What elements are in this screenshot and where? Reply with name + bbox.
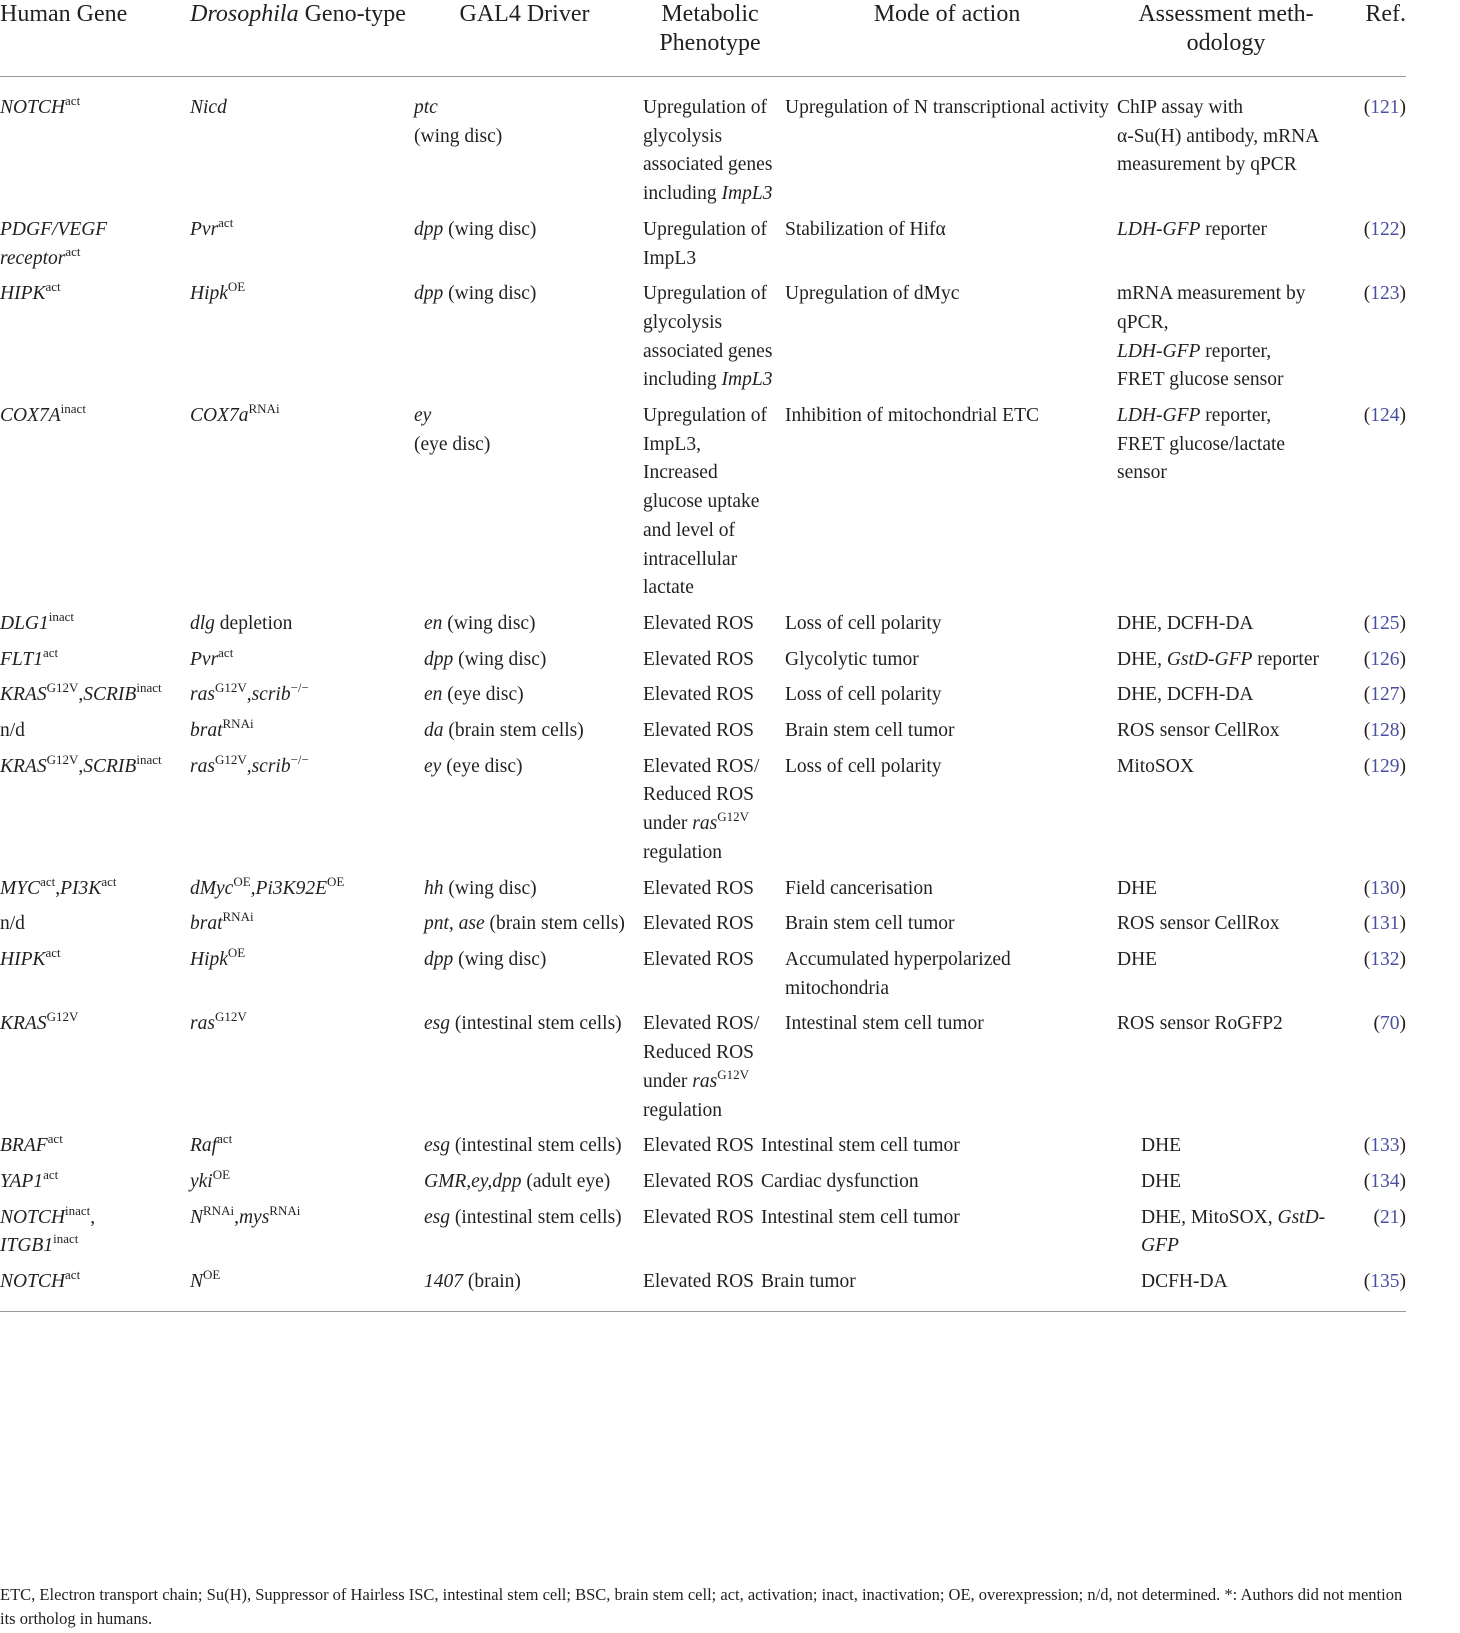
metabolic-phenotype-cell: Elevated ROS bbox=[643, 612, 755, 634]
gal4-driver-cell: esg (intestinal stem cells) bbox=[424, 1013, 622, 1035]
metabolic-phenotype-cell: Elevated ROS/ Reduced ROS under ras$^{G12V}$ regulation bbox=[643, 755, 760, 863]
header-row bbox=[0, 0, 1406, 77]
mode-of-action-cell: Brain stem cell tumor bbox=[785, 720, 955, 742]
mode-of-action-cell: Glycolytic tumor bbox=[785, 648, 919, 670]
metabolic-phenotype-cell: Elevated ROS bbox=[643, 1135, 755, 1157]
gal4-driver-cell: dpp (wing disc) bbox=[424, 648, 547, 670]
assessment-methodology-cell: mRNA measurement by qPCR, LDH-GFP reporter, FRET glucose sensor bbox=[1117, 283, 1306, 391]
reference-cell: (129) bbox=[1363, 755, 1406, 777]
table-row bbox=[0, 610, 1406, 646]
table-row bbox=[0, 753, 1406, 875]
metabolic-phenotype-cell: Elevated ROS bbox=[643, 1271, 755, 1293]
gal4-driver-cell: ey (eye disc) bbox=[424, 755, 523, 777]
reference-link[interactable]: 122 bbox=[1370, 218, 1400, 240]
drosophila-genotype-cell: Pvr$^{act}$ bbox=[190, 644, 234, 670]
gal4-driver-cell: esg (intestinal stem cells) bbox=[424, 1206, 622, 1228]
reference-link[interactable]: 133 bbox=[1370, 1135, 1400, 1157]
header-drosophila-genotype: Drosophila Geno-type bbox=[190, 1, 406, 27]
reference-cell: (135) bbox=[1363, 1271, 1406, 1293]
table-row bbox=[0, 910, 1406, 946]
drosophila-genotype-cell: Pvr$^{act}$ bbox=[190, 214, 234, 240]
assessment-methodology-cell: MitoSOX bbox=[1117, 755, 1194, 777]
reference-cell: (131) bbox=[1363, 913, 1406, 935]
table-row bbox=[0, 1010, 1406, 1132]
drosophila-genotype-cell: ras$^{G12V}$ bbox=[190, 1009, 247, 1035]
assessment-methodology-cell: DHE, DCFH-DA bbox=[1117, 612, 1254, 634]
reference-link[interactable]: 128 bbox=[1370, 720, 1400, 742]
header-metabolic-phenotype: Metabolic Phenotype bbox=[659, 1, 761, 56]
gal4-driver-cell: da (brain stem cells) bbox=[424, 720, 584, 742]
metabolic-phenotype-cell: Upregulation of glycolysis associated genes including ImpL3 bbox=[643, 283, 773, 391]
gal4-driver-cell: dpp (wing disc) bbox=[414, 218, 537, 240]
reference-cell: (123) bbox=[1363, 283, 1406, 305]
reference-link[interactable]: 126 bbox=[1370, 648, 1400, 670]
assessment-methodology-cell: ROS sensor CellRox bbox=[1117, 913, 1280, 935]
gal4-driver-cell: 1407 (brain) bbox=[424, 1271, 521, 1293]
drosophila-genotype-cell: $N^{RNAi},mys^{RNAi}$ bbox=[190, 1202, 301, 1228]
header-assessment-methodology: Assessment meth-odology bbox=[1138, 1, 1314, 56]
gal4-driver-cell: en (eye disc) bbox=[424, 684, 524, 706]
reference-cell: (126) bbox=[1363, 648, 1406, 670]
header-human-gene: Human Gene bbox=[0, 1, 128, 27]
reference-link[interactable]: 121 bbox=[1370, 97, 1400, 118]
reference-link[interactable]: 125 bbox=[1370, 612, 1400, 634]
reference-cell: (125) bbox=[1363, 612, 1406, 634]
metabolic-phenotype-cell: Elevated ROS bbox=[643, 948, 755, 970]
mode-of-action-cell: Cardiac dysfunction bbox=[761, 1170, 919, 1192]
gal4-driver-cell: dpp (wing disc) bbox=[414, 283, 537, 305]
reference-cell: (127) bbox=[1363, 684, 1406, 706]
mode-of-action-cell: Stabilization of Hifα bbox=[785, 218, 946, 240]
reference-link[interactable]: 21 bbox=[1380, 1206, 1400, 1228]
gal4-driver-cell: ey (eye disc) bbox=[414, 405, 491, 455]
mode-of-action-cell: Field cancerisation bbox=[785, 877, 933, 899]
reference-link[interactable]: 130 bbox=[1370, 877, 1400, 899]
drosophila-genotype-cell: ras$^{G12V}$,scrib−/− bbox=[190, 680, 309, 706]
human-gene-cell: $KRAS^{G12V}$ bbox=[0, 1009, 79, 1035]
human-gene-cell: $HIPK^{act}$ bbox=[0, 944, 61, 970]
assessment-methodology-cell: DHE bbox=[1117, 877, 1158, 899]
assessment-methodology-cell: LDH-GFP reporter bbox=[1117, 218, 1268, 240]
header-gal4-driver: GAL4 Driver bbox=[459, 1, 590, 27]
drosophila-genotype-cell: ras$^{G12V}$,scrib−/− bbox=[190, 751, 309, 777]
metabolic-phenotype-cell: Upregulation of ImpL3, Increased glucose uptake and level of intracellular lactate bbox=[643, 405, 768, 599]
metabolic-phenotype-cell: Upregulation of ImpL3 bbox=[643, 218, 768, 269]
human-gene-cell: $NOTCH^{act}$ bbox=[0, 1267, 81, 1293]
reference-cell: (21) bbox=[1373, 1206, 1406, 1228]
drosophila-genotype-cell: Nicd bbox=[190, 97, 227, 118]
reference-cell: (128) bbox=[1363, 720, 1406, 742]
drosophila-genotype-cell: $N^{OE}$ bbox=[190, 1267, 221, 1293]
metabolic-phenotype-cell: Elevated ROS bbox=[643, 684, 755, 706]
human-gene-cell: $KRAS^{G12V},SCRIB^{inact}$ bbox=[0, 680, 162, 706]
assessment-methodology-cell: DCFH-DA bbox=[1141, 1271, 1228, 1293]
metabolic-phenotype-cell: Upregulation of glycolysis associated genes including ImpL3 bbox=[643, 97, 773, 205]
assessment-methodology-cell: DHE bbox=[1141, 1135, 1182, 1157]
table-header bbox=[0, 0, 1406, 77]
reference-cell: (134) bbox=[1363, 1170, 1406, 1192]
metabolic-phenotype-cell: Elevated ROS bbox=[643, 720, 755, 742]
drosophila-genotype-cell: Hipk$^{OE}$ bbox=[190, 279, 246, 305]
metabolic-phenotype-cell: Elevated ROS bbox=[643, 648, 755, 670]
table-row bbox=[0, 280, 1406, 402]
reference-cell: (132) bbox=[1363, 948, 1406, 970]
mode-of-action-cell: Upregulation of dMyc bbox=[785, 283, 960, 305]
reference-link[interactable]: 70 bbox=[1380, 1013, 1400, 1035]
metabolic-phenotype-cell: Elevated ROS/ Reduced ROS under ras$^{G12V}$ regulation bbox=[643, 1013, 760, 1121]
assessment-methodology-cell: DHE, MitoSOX, GstD-GFP bbox=[1141, 1206, 1326, 1257]
human-gene-cell: $COX7A^{inact}$ bbox=[0, 401, 86, 427]
table-body bbox=[0, 77, 1406, 1312]
drosophila-genotype-cell: $dMyc^{OE},Pi3K92E^{OE}$ bbox=[190, 873, 345, 899]
table-row bbox=[0, 1168, 1406, 1204]
human-gene-cell: $MYC^{act},PI3K^{act}$ bbox=[0, 873, 117, 899]
human-gene-cell: $NOTCH^{act}$ bbox=[0, 93, 81, 118]
metabolic-phenotype-cell: Elevated ROS bbox=[643, 1206, 755, 1228]
table-row bbox=[0, 717, 1406, 753]
mode-of-action-cell: Intestinal stem cell tumor bbox=[761, 1206, 960, 1228]
table-row bbox=[0, 1132, 1406, 1168]
table-row bbox=[0, 681, 1406, 717]
mode-of-action-cell: Loss of cell polarity bbox=[785, 684, 942, 706]
gal4-driver-cell: pnt, ase (brain stem cells) bbox=[424, 913, 625, 935]
human-gene-cell: $FLT1^{act}$ bbox=[0, 644, 59, 670]
reference-link[interactable]: 129 bbox=[1370, 755, 1400, 777]
reference-cell: (70) bbox=[1373, 1013, 1406, 1035]
table-row bbox=[0, 402, 1406, 610]
assessment-methodology-cell: ChIP assay with α-Su(H) antibody, mRNA measurement by qPCR bbox=[1117, 97, 1319, 176]
mode-of-action-cell: Brain stem cell tumor bbox=[785, 913, 955, 935]
reference-link[interactable]: 134 bbox=[1370, 1170, 1400, 1192]
human-gene-cell: $KRAS^{G12V},SCRIB^{inact}$ bbox=[0, 751, 162, 777]
reference-link[interactable]: 135 bbox=[1370, 1271, 1400, 1293]
header-ref: Ref. bbox=[1365, 1, 1406, 27]
human-gene-cell: n/d bbox=[0, 913, 25, 935]
human-gene-cell: $NOTCH^{inact}$, $ITGB1^{inact}$ bbox=[0, 1202, 96, 1257]
mode-of-action-cell: Accumulated hyperpolarized mitochondria bbox=[785, 948, 1011, 999]
assessment-methodology-cell: LDH-GFP reporter, FRET glucose/lactate sensor bbox=[1117, 405, 1286, 484]
assessment-methodology-cell: ROS sensor RoGFP2 bbox=[1117, 1013, 1283, 1035]
metabolic-phenotype-cell: Elevated ROS bbox=[643, 877, 755, 899]
metabolic-phenotype-cell: Elevated ROS bbox=[643, 913, 755, 935]
human-gene-cell: $DLG1^{inact}$ bbox=[0, 608, 75, 634]
drosophila-genotype-cell: dlg depletion bbox=[190, 612, 293, 634]
mode-of-action-cell: Intestinal stem cell tumor bbox=[785, 1013, 984, 1035]
gal4-driver-cell: hh (wing disc) bbox=[424, 877, 537, 899]
reference-cell: (133) bbox=[1363, 1135, 1406, 1157]
reference-cell: (124) bbox=[1363, 405, 1406, 427]
reference-link[interactable]: 127 bbox=[1370, 684, 1400, 706]
reference-link[interactable]: 124 bbox=[1370, 405, 1400, 427]
drosophila-genotype-cell: $COX7a^{RNAi}$ bbox=[190, 401, 280, 427]
table-footnote: ETC, Electron transport chain; Su(H), Suppressor of Hairless ISC, intestinal stem cell; BSC, brain stem cell; act, activation; inact, inactivation; OE, overexpression; n/d, not determined. *: Authors did not mention its ortholog in humans. bbox=[0, 1585, 1403, 1628]
drosophila-genotype-cell: yki$^{OE}$ bbox=[190, 1166, 231, 1192]
mode-of-action-cell: Loss of cell polarity bbox=[785, 755, 942, 777]
human-gene-cell: n/d bbox=[0, 720, 25, 742]
human-gene-cell: $HIPK^{act}$ bbox=[0, 279, 61, 305]
assessment-methodology-cell: DHE, GstD-GFP reporter bbox=[1117, 648, 1319, 670]
table-row bbox=[0, 875, 1406, 911]
reference-link[interactable]: 131 bbox=[1370, 913, 1400, 935]
mode-of-action-cell: Loss of cell polarity bbox=[785, 612, 942, 634]
reference-cell: (122) bbox=[1363, 218, 1406, 240]
gal4-driver-cell: dpp (wing disc) bbox=[424, 948, 547, 970]
reference-link[interactable]: 132 bbox=[1370, 948, 1400, 970]
drosophila-genotype-cell: Hipk$^{OE}$ bbox=[190, 944, 246, 970]
gal4-driver-cell: GMR,ey,dpp (adult eye) bbox=[424, 1170, 611, 1192]
assessment-methodology-cell: DHE bbox=[1141, 1170, 1182, 1192]
table-row bbox=[0, 1268, 1406, 1311]
table-row bbox=[0, 1204, 1406, 1268]
mode-of-action-cell: Upregulation of N transcriptional activity bbox=[785, 97, 1109, 118]
assessment-methodology-cell: DHE, DCFH-DA bbox=[1117, 684, 1254, 706]
gal4-driver-cell: ptc (wing disc) bbox=[414, 97, 503, 147]
table-row bbox=[0, 646, 1406, 682]
gal4-driver-cell: en (wing disc) bbox=[424, 612, 536, 634]
table-row bbox=[0, 216, 1406, 280]
human-gene-cell: $YAP1^{act}$ bbox=[0, 1166, 59, 1192]
gal4-driver-cell: esg (intestinal stem cells) bbox=[424, 1135, 622, 1157]
human-gene-cell: PDGF/VEGF receptor$^{act}$ bbox=[0, 218, 108, 269]
reference-cell: (121) bbox=[1363, 97, 1406, 118]
header-mode-of-action: Mode of action bbox=[873, 1, 1021, 27]
drosophila-genotype-cell: brat$^{RNAi}$ bbox=[190, 909, 254, 935]
metabolic-phenotype-cell: Elevated ROS bbox=[643, 1170, 755, 1192]
table-row bbox=[0, 946, 1406, 1010]
reference-cell: (130) bbox=[1363, 877, 1406, 899]
reference-link[interactable]: 123 bbox=[1370, 283, 1400, 305]
mode-of-action-cell: Intestinal stem cell tumor bbox=[761, 1135, 960, 1157]
drosophila-genotype-cell: brat$^{RNAi}$ bbox=[190, 716, 254, 742]
assessment-methodology-cell: ROS sensor CellRox bbox=[1117, 720, 1280, 742]
mode-of-action-cell: Brain tumor bbox=[761, 1271, 856, 1293]
drosophila-genotype-cell: Raf$^{act}$ bbox=[190, 1131, 233, 1157]
human-gene-cell: $BRAF^{act}$ bbox=[0, 1131, 63, 1157]
mode-of-action-cell: Inhibition of mitochondrial ETC bbox=[785, 405, 1040, 427]
table-row bbox=[0, 77, 1406, 216]
assessment-methodology-cell: DHE bbox=[1117, 948, 1158, 970]
